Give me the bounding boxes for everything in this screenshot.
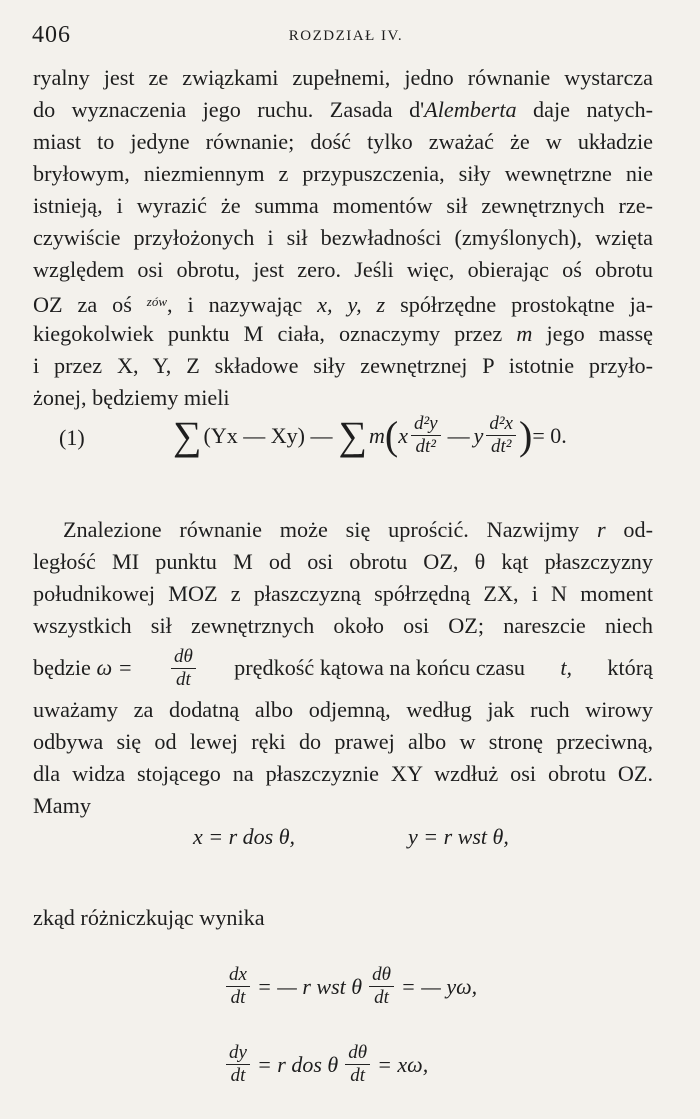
fraction <box>171 646 196 691</box>
running-head: ROZDZIAŁ IV. <box>288 28 404 44</box>
text-line <box>33 94 653 126</box>
text-line: Mamy <box>33 793 91 818</box>
page-number: 406 <box>32 22 71 48</box>
text-run: prędkość kątowa na końcu czasu <box>234 655 525 680</box>
text-line: bryłowym, niezmiennym z przypuszczenia, siły wewnętrzne nie <box>33 161 653 186</box>
text-run: ω = <box>96 655 133 680</box>
equation-right: y = r wst θ, <box>408 824 509 849</box>
text-run: którą <box>607 655 653 680</box>
page-header <box>32 22 660 52</box>
text-run: jego massę <box>532 321 653 346</box>
fraction <box>369 964 394 1009</box>
fraction-denominator: dt² <box>415 436 437 457</box>
italic-name: Alemberta <box>424 97 517 122</box>
equation-body <box>223 964 477 1009</box>
paren-open: ( <box>384 412 399 458</box>
equation-4 <box>33 1040 663 1100</box>
sigma-icon: ∑ <box>173 412 202 458</box>
text-line: uważamy za dodatną albo odjemną, według jak ruch wirowy <box>33 697 653 722</box>
equation-term: = xω, <box>377 1051 429 1077</box>
text-line <box>33 514 653 546</box>
text-line: i przez X, Y, Z składowe siły zewnętrznej P istotnie przyło- <box>33 353 653 378</box>
equation-term: = — r wst θ <box>256 973 363 999</box>
fraction-denominator: dt <box>230 987 246 1008</box>
text-run: Znalezione równanie może się uprościć. Nazwijmy <box>63 517 597 542</box>
fraction-numerator: dx <box>226 964 250 987</box>
fraction <box>411 413 441 458</box>
fraction-denominator: dt <box>176 668 191 690</box>
equation-symbol: m <box>368 422 385 448</box>
fraction-numerator: dθ <box>369 964 394 987</box>
text-line: ległość MI punktu M od osi obrotu OZ, θ kąt płaszczyzny <box>33 549 653 574</box>
equation-2 <box>33 820 663 860</box>
text-run: zów <box>146 294 168 309</box>
fraction-denominator: dt <box>350 1065 366 1086</box>
fraction-denominator: dt <box>374 987 389 1008</box>
equation-symbol: — <box>447 422 470 448</box>
text-run: daje natych- <box>516 97 653 122</box>
fraction <box>486 413 516 458</box>
fraction-numerator: d²y <box>411 413 441 436</box>
text-line: istnieją, i wyrazić że summa momentów sił zewnętrznych rze- <box>33 193 653 218</box>
text-line: odbywa się od lewej ręki do prawej albo w stronę przeciwną, <box>33 729 653 754</box>
equation-symbol: x <box>398 422 408 448</box>
equation-symbol: y <box>473 422 484 448</box>
equation-term: = r dos θ <box>256 1051 339 1077</box>
fraction-numerator: dy <box>226 1042 250 1065</box>
text-line: miast to jedyne równanie; dość tylko zważać że w układzie <box>33 129 653 154</box>
paragraph-2 <box>33 514 653 822</box>
paren-close: ) <box>519 412 533 458</box>
text-run: będzie <box>33 655 97 680</box>
fraction-denominator: dt² <box>490 436 512 457</box>
equation-term: (Yx — Xy) — <box>203 422 333 448</box>
fraction-numerator: dθ <box>345 1042 370 1065</box>
text-run: spółrzędne prostokątne ja- <box>385 292 653 317</box>
equation-number: (1) <box>59 425 85 450</box>
text-run: x, y, z <box>317 292 386 317</box>
text-line <box>33 318 653 350</box>
paragraph-3 <box>33 902 653 934</box>
fraction-numerator: dθ <box>171 646 196 669</box>
fraction <box>226 1042 250 1087</box>
fraction <box>345 1042 370 1087</box>
text-run: , i nazywając <box>167 292 318 317</box>
text-run: t, <box>560 655 573 680</box>
equation-3 <box>33 962 663 1022</box>
sigma-icon: ∑ <box>338 412 367 458</box>
text-run: do wyznaczenia jego ruchu. Zasada d' <box>33 97 425 122</box>
equation-1 <box>33 405 663 475</box>
text-line: żonej, będziemy mieli <box>33 385 230 410</box>
text-run: kiegokolwiek punktu M ciała, oznaczymy przez <box>33 321 517 346</box>
text-line: zkąd różniczkując wynika <box>33 905 265 930</box>
text-run: m <box>516 321 533 346</box>
text-run <box>33 652 133 684</box>
text-run: OZ za oś <box>33 292 147 317</box>
text-line: ryalny jest ze związkami zupełnemi, jedno równanie wystarcza <box>33 65 653 90</box>
text-line: południkowej MOZ z płaszczyzną spółrzędną ZX, i N moment <box>33 581 653 606</box>
equation-term: = — yω, <box>400 973 478 999</box>
equation-left: x = r dos θ, <box>193 824 296 849</box>
equation-body <box>173 413 567 458</box>
text-run: od- <box>605 517 653 542</box>
fraction-denominator: dt <box>230 1065 246 1086</box>
equation-symbol: = 0. <box>532 422 567 448</box>
text-line: dla widza stojącego na płaszczyznie XY wzdłuż osi obrotu OZ. <box>33 761 653 786</box>
text-line: względem osi obrotu, jest zero. Jeśli więc, obierając oś obrotu <box>33 257 653 282</box>
equation-body <box>223 1042 428 1087</box>
text-line <box>33 642 653 694</box>
paragraph-1 <box>33 62 653 414</box>
text-line: czywiście przyłożonych i sił bezwładności (zmyślonych), wzięta <box>33 225 653 250</box>
text-line: wszystkich sił zewnętrznych około osi OZ; nareszcie niech <box>33 613 653 638</box>
text-run: r <box>596 517 606 542</box>
fraction <box>226 964 250 1009</box>
text-line <box>33 286 653 318</box>
fraction-numerator: d²x <box>486 413 516 436</box>
